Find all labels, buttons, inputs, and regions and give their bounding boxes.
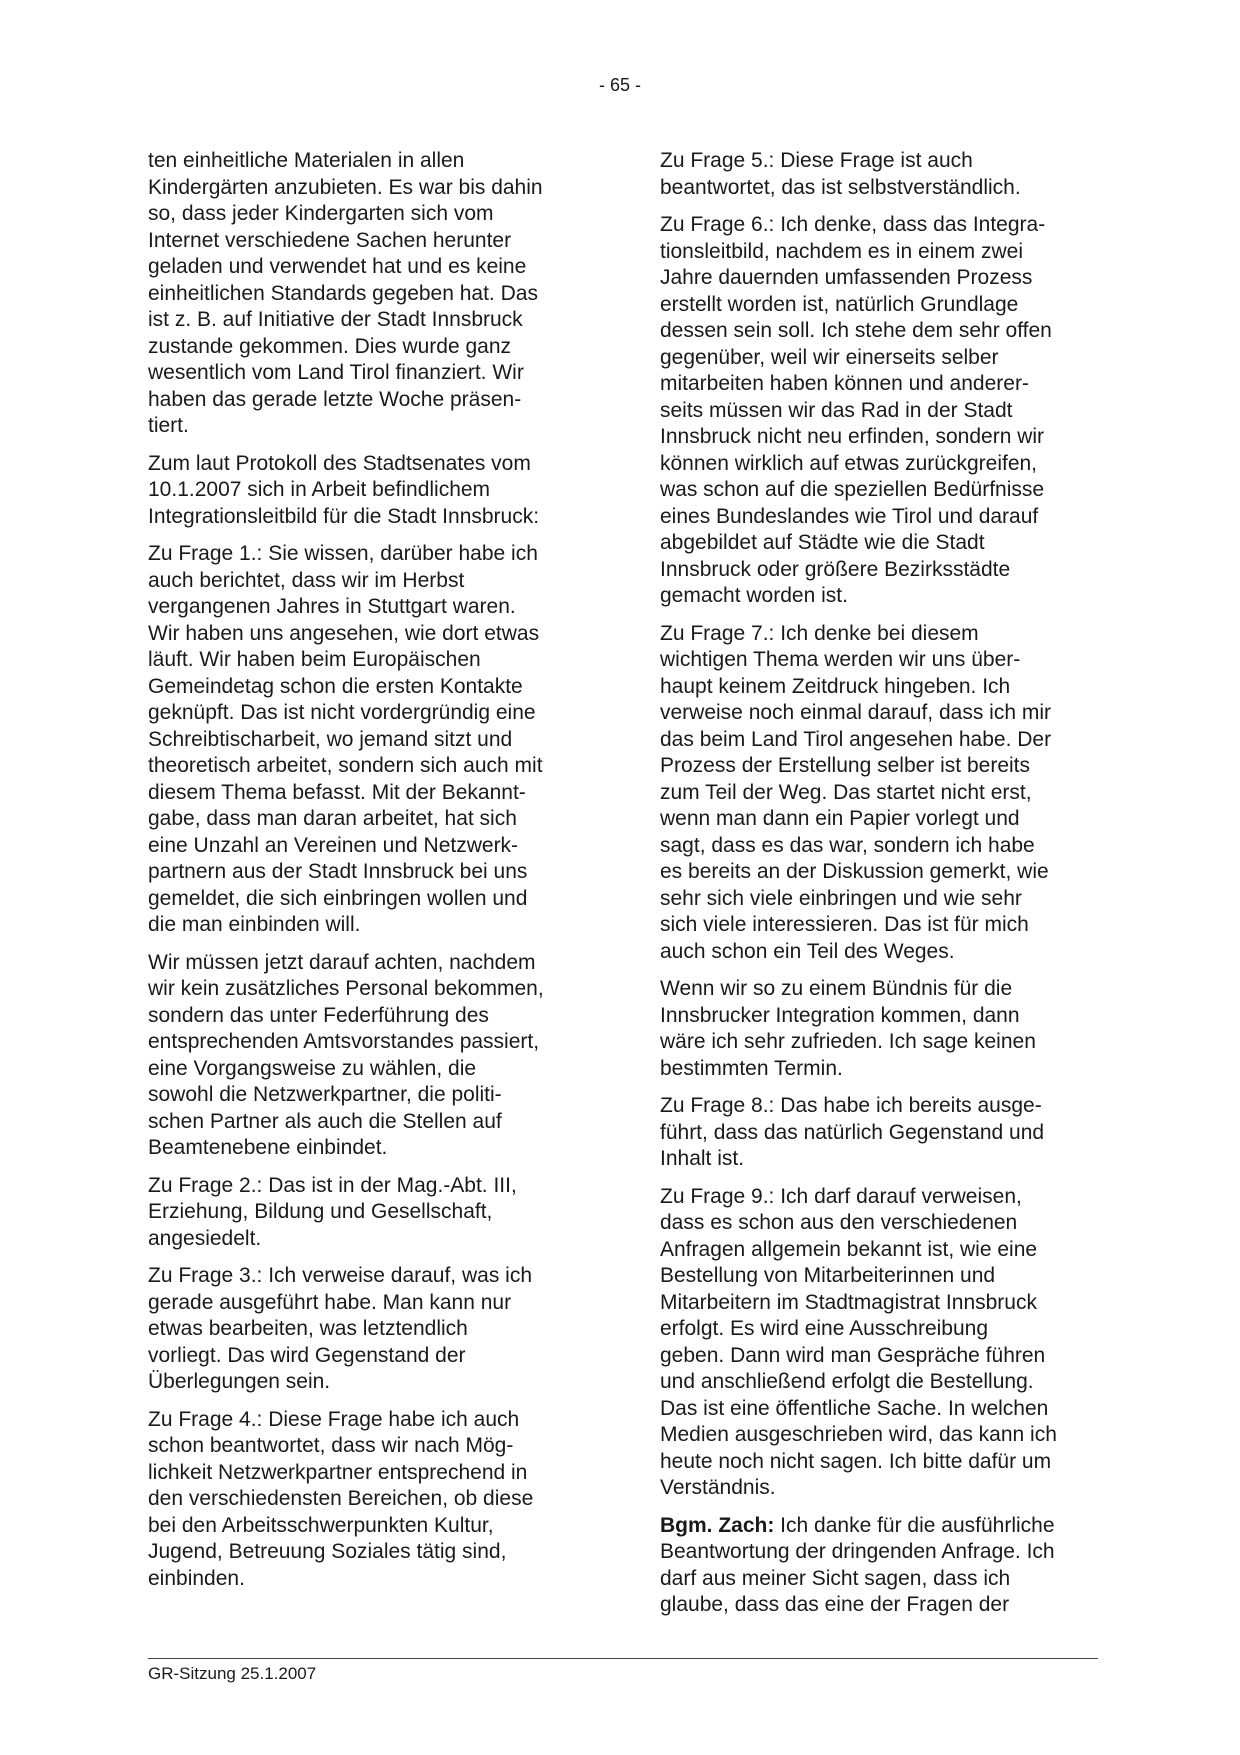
speaker-name: Bgm. Zach: <box>660 1513 775 1537</box>
paragraph: Zu Frage 8.: Das habe ich bereits ausge- führt, dass das natürlich Gegenstand und Inhalt ist. <box>660 1094 1045 1170</box>
left-column <box>148 148 598 1603</box>
speaker-paragraph <box>660 1513 1110 1619</box>
speaker-text: Ich danke für die ausführliche Beantwortung der dringenden Anfrage. Ich darf aus meiner Sicht sagen, dass ich glaube, dass das eine der Fragen der <box>660 1513 1055 1616</box>
paragraph: Zu Frage 4.: Diese Frage habe ich auch schon beantwortet, dass wir nach Mög- lichkeit Netzwerkpartner entsprechend in den verschiedensten Bereichen, ob diese bei den Arbeitsschwerpunkten Kultur, Jugend, Betreuung Soziales tätig sind, einbinden. <box>148 1407 534 1590</box>
paragraph: Wir müssen jetzt darauf achten, nachdem wir kein zusätzliches Personal bekommen, sondern das unter Federführung des entsprechenden Amtsvorstandes passiert, eine Vorgangsweise zu wählen, die sowohl die Netzwerkpartner, die politi- schen Partner als auch die Stellen auf Beamtenebene einbindet. <box>148 950 544 1159</box>
paragraph: Zu Frage 2.: Das ist in der Mag.-Abt. III, Erziehung, Bildung und Gesellschaft, angesiedelt. <box>148 1173 517 1250</box>
footer-session-label: GR-Sitzung 25.1.2007 <box>148 1664 317 1683</box>
paragraph: Wenn wir so zu einem Bündnis für die Innsbrucker Integration kommen, dann wäre ich sehr zufrieden. Ich sage keinen bestimmten Termin. <box>660 977 1036 1080</box>
paragraph: Zu Frage 9.: Ich darf darauf verweisen, dass es schon aus den verschiedenen Anfragen allgemein bekannt ist, wie eine Bestellung von Mitarbeiterinnen und Mitarbeitern im Stadtmagistrat Innsbruck erfolgt. Es wird eine Ausschreibung geben. Dann wird man Gespräche führen und anschließend erfolgt die Bestellung. Das ist eine öffentliche Sache. In welchen Medien ausgeschrieben wird, das kann ich heute noch nicht sagen. Ich bitte dafür um Verständnis. <box>660 1184 1057 1499</box>
paragraph: Zum laut Protokoll des Stadtsenates vom 10.1.2007 sich in Arbeit befindlichem Integrationsleitbild für die Stadt Innsbruck: <box>148 451 540 528</box>
paragraph: Zu Frage 7.: Ich denke bei diesem wichtigen Thema werden wir uns über- haupt keinem Zeitdruck hingeben. Ich verweise noch einmal darauf, dass ich mir das beim Land Tirol angesehen habe. Der Prozess der Erstellung selber ist bereits zum Teil der Weg. Das startet nicht erst, wenn man dann ein Papier vorlegt und sagt, dass es das war, sondern ich habe es bereits an der Diskussion gemerkt, wie sehr sich viele einbringen und wie sehr sich viele interessieren. Das ist für mich auch schon ein Teil des Weges. <box>660 621 1052 963</box>
paragraph: Zu Frage 6.: Ich denke, dass das Integra- tionsleitbild, nachdem es in einem zwei Jahre dauernden umfassenden Prozess erstellt worden ist, natürlich Grundlage dessen sein soll. Ich stehe dem sehr offen gegenüber, weil wir einerseits selber mitarbeiten haben können und anderer- seits müssen wir das Rad in der Stadt Innsbruck nicht neu erfinden, sondern wir können wirklich auf etwas zurückgreifen, was schon auf die speziellen Bedürfnisse eines Bundeslandes wie Tirol und darauf abgebildet auf Städte wie die Stadt Innsbruck oder größere Bezirksstädte gemacht worden ist. <box>660 213 1052 607</box>
footer-divider <box>148 1658 1098 1659</box>
paragraph: Zu Frage 1.: Sie wissen, darüber habe ich auch berichtet, dass wir im Herbst vergangenen Jahres in Stuttgart waren. Wir haben uns angesehen, wie dort etwas läuft. Wir haben beim Europäischen Gemeindetag schon die ersten Kontakte geknüpft. Das ist nicht vordergründig eine Schreibtischarbeit, wo jemand sitzt und theoretisch arbeitet, sondern sich auch mit diesem Thema befasst. Mit der Bekannt- gabe, dass man daran arbeitet, hat sich eine Unzahl an Vereinen und Netzwerk- partnern aus der Stadt Innsbruck bei uns gemeldet, die sich einbringen wollen und die man einbinden will. <box>148 542 543 936</box>
paragraph: Zu Frage 5.: Diese Frage ist auch beantwortet, das ist selbstverständlich. <box>660 149 1021 199</box>
page-number: - 65 - <box>598 75 641 95</box>
paragraph: ten einheitliche Materialen in allen Kindergärten anzubieten. Es war bis dahin so, dass jeder Kindergarten sich vom Internet verschiedene Sachen herunter geladen und verwendet hat und es keine einheitlichen Standards gegeben hat. Das ist z. B. auf Initiative der Stadt Innsbruck zustande gekommen. Dies wurde ganz wesentlich vom Land Tirol finanziert. Wir haben das gerade letzte Woche präsen- tiert. <box>148 149 543 437</box>
right-column <box>660 148 1110 1630</box>
paragraph: Zu Frage 3.: Ich verweise darauf, was ich gerade ausgeführt habe. Man kann nur etwas bearbeiten, was letztendlich vorliegt. Das wird Gegenstand der Überlegungen sein. <box>148 1264 532 1393</box>
